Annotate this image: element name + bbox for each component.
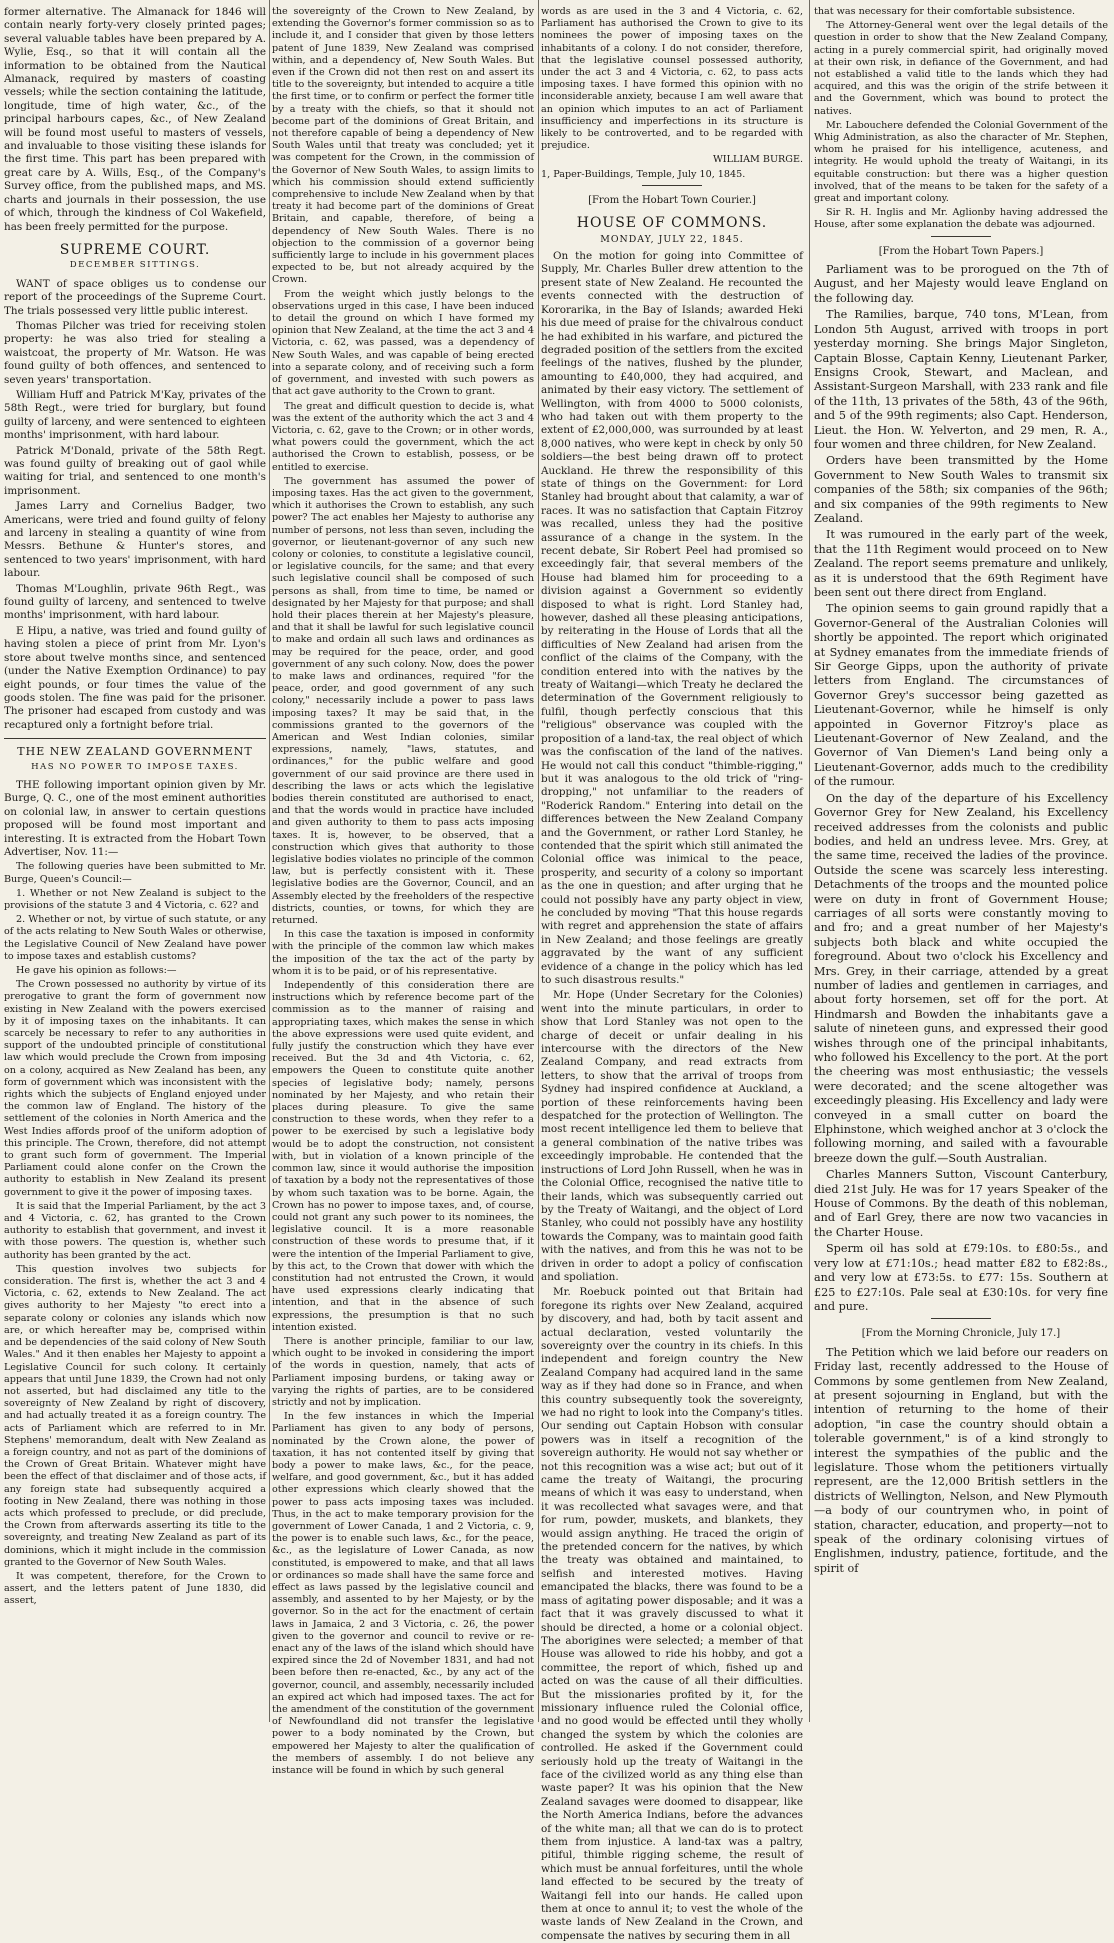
column-3 [541,6,803,1942]
paragraph: The Ramilies, barque, 740 tons, M'Lean, from London 5th August, arrived with troops in port yesterday morning. She brings Major Singleton, Captain Blosse, Captain Kenny, Lieutenant Parker, Ensigns Crook, Stewart, and Maclean, and Assistant-Surgeon Marshall, with 233 rank and file of the 11th, 13 privates of the 58th, 43 of the 96th, and 5 of the 99th regiments; also Capt. Henderson, Lieut. the Hon. W. Yelverton, and 29 men, R. A., four women and three children, for New Zealand. [814,308,1108,451]
column-4 [814,6,1108,1718]
paragraph: The great and difficult question to decide is, what was the extent of the authority which the act 3 and 4 Victoria, c. 62, gave to the Crown; or in other words, what powers could the government, which the act authorised the Crown to establish, possess, or be entitled to exercise. [272,400,534,473]
paragraph: He gave his opinion as follows:— [16,965,177,976]
paragraph: Thomas Pilcher was tried for receiving stolen property: he was also tried for stealing a waistcoat, the property of Mr. Watson. He was found guilty of both offences, and sentenced to seven years' transportation. [4,319,266,386]
paragraph: It was competent, therefore, for the Crown to assert, and the letters patent of June 1830, did assert, [4,1570,266,1607]
paragraph: THE following important opinion given by Mr. Burge, Q. C., one of the most eminent authorities on colonial law, in answer to certain questions proposed will be found most important and interesting. It is extracted from the Hobart Town Advertiser, Nov. 11:— [4,778,266,858]
paragraph: words as are used in the 3 and 4 Victoria, c. 62, Parliament has authorised the Crown to give to its nominees the power of imposing taxes on the inhabitants of a colony. I do not consider, therefore, that the legislative counsel possessed authority, under the act 3 and 4 Victoria, c. 62, to pass acts imposing taxes. I have formed this opinion with no inconsiderable anxiety, because I am well aware that an opinion which imputes to an act of Parliament insufficiency and imperfections in its structure is likely to be controverted, and to be regarded with prejudice. [541,6,803,152]
section-subheading: HAS NO POWER TO IMPOSE TAXES. [31,761,239,772]
paragraph: The government has assumed the power of imposing taxes. Has the act given to the government, which it authorises the Crown to establish, any such power? The act enables her Majesty to authorise any number of persons, not less than seven, including the governor, or lieutenant-governor of any such new colony or colonies, to constitute a legislative council, or legislative councils, for the same; and that every such legislative council shall be composed of such persons as shall, from time to time, be named or designated by her Majesty for that purpose; and shall hold their places therein at her Majesty's pleasure, and that it shall be lawful for such legislative council to make and ordain all such laws and ordinances as may be required for the peace, order, and good government of any such colony. Now, does the power to make laws and ordinances, required "for the peace, order, and good government of any such colony," necessarily include a power to pass laws imposing taxes? It may be said that, in the commissions granted to the governors of the American and West Indian colonies, similar expressions, namely, "laws, statutes, and ordinances," for the public welfare and good government of our said province are there used in describing the laws or acts which the legislative bodies therein constituted are authorised to enact, and that the words would in practice have included and given authority to them to pass acts imposing taxes. It is, however, to be observed, that a construction which gives that authority to those legislative bodies violates no principle of the common law, but is perfectly consistent with it. These legislative bodies are the Governor, Council, and an Assembly elected by the freeholders of the respective districts, counties, or towns, for which they are returned. [272,475,534,927]
paragraph: In this case the taxation is imposed in conformity with the principle of the common law which makes the imposition of the tax the act of the party by whom it is to be paid, or of his representative. [272,929,534,977]
paragraph: In the few instances in which the Imperial Parliament has given to any body of persons, nominated by the Crown alone, the power of taxation, it has not contented itself by giving that body a power to make laws, &c., for the peace, welfare, and good government, &c., but it has added other expressions which clearly showed that the power to pass acts imposing taxes was included. Thus, in the act to make temporary provision for the government of Lower Canada, 1 and 2 Victoria, c. 9, the power is to enable such laws, &c., for the peace, &c., as the legislature of Lower Canada, as now constituted, is empowered to make, and that all laws or ordinances so made shall have the same force and effect as laws passed by the legislative council and assembly, and assented to by her Majesty, or by the governor. So in the act for the enactment of certain laws in Jamaica, 2 and 3 Victoria, c. 26, the power given to the governor and council to revive or re-enact any of the laws of the island which should have expired since the 2d of November 1831, and had not been before then re-enacted, &c., by any act of the governor, council, and assembly, necessarily included an expired act which had imposed taxes. The act for the amendment of the constitution of the government of Newfoundland did not transfer the legislative power to a body nominated by the Crown, but empowered her Majesty to alter the qualification of the members of assembly. I do not believe any instance will be found in which by such general [272,1411,534,1777]
column-1 [4,6,266,1718]
paragraph: From the weight which justly belongs to the observations urged in this case, I have been induced to detail the ground on which I have formed my opinion that New Zealand, at the time the act 3 and 4 Victoria, c. 62, was passed, was a dependency of New South Wales, and was capable of being erected into a separate colony, and of receiving such a form of government, and invested with such powers as that act gave authority to the Crown to grant. [272,288,534,398]
paragraph: The Crown possessed no authority by virtue of its prerogative to grant the form of government now existing in New Zealand with the powers exercised by it of imposing taxes on the inhabitants. It can scarcely be necessary to refer to any authorities in support of the undoubted principle of constitutional law which would preclude the Crown from imposing on a colony, acquired as New Zealand has been, any form of government which was inconsistent with the rights which the subjects of England enjoyed under the common law of England. The history of the settlement of the colonies in North America and the West Indies affords proof of the uniform adoption of this principle. The Crown, therefore, did not attempt to grant such form of government. The Imperial Parliament could alone confer on the Crown the authority to establish in New Zealand its present government to give it the power of imposing taxes. [4,979,266,1198]
source-credit: [From the Morning Chronicle, July 17.] [861,1328,1061,1340]
section-subheading: DECEMBER SITTINGS. [69,260,201,271]
paragraph: There is another principle, familiar to our law, which ought to be invoked in considering the import of the words in question, namely, that acts of Parliament imposing burdens, or taking away or varying the rights of parties, are to be considered strictly and not by implication. [272,1335,534,1408]
signature-name: WILLIAM BURGE. [712,154,803,166]
legal-opinion-end [541,6,803,181]
source-credit: [From the Hobart Town Courier.] [588,194,756,206]
paragraph: Sperm oil has sold at £79:10s. to £80:5s., and very low at £71:10s.; head matter £82 to £82:8s., and very low at £73:5s. to £77: 15s. Southern at £25 to £27:10s. Pale seal at £30:10s. for very fine and pure. [814,1242,1108,1313]
paragraph: Thomas M'Loughlin, private 96th Regt., was found guilty of larceny, and sentenced to twelve months' imprisonment, with hard labour. [4,582,266,622]
paragraph: Parliament was to be prorogued on the 7th of August, and her Majesty would leave England on the following day. [814,263,1108,305]
paragraph: Mr. Labouchere defended the Colonial Government of the Whig Administration, as also the character of Mr. Stephen, whom he praised for his intelligence, acuteness, and integrity. He would uphold the treaty of Waitangi, in its equitable construction: but there was a higher question involved, that of the means to be taken for the safety of a great and important colony. [814,119,1108,205]
paragraph: This question involves two subjects for consideration. The first is, whether the act 3 and 4 Victoria, c. 62, extends to New Zealand. The act gives authority to her Majesty "to erect into a separate colony or colonies any islands which now are, or which hereafter may be, comprised within and be dependencies of the said colony of New South Wales." And it then enables her Majesty to appoint a Legislative Council for such colony. It certainly appears that until June 1839, the Crown had not only not asserted, but had disclaimed any title to the sovereignty of New Zealand by right of discovery, and had actually treated it as a foreign country. The acts of Parliament which are referred to in Mr. Stephens' memorandum, dealt with New Zealand as a foreign country, and not as part of the dominions of the Crown of Great Britain. Whatever might have been the effect of that disclaimer and of those acts, if any foreign state had subsequently acquired a footing in New Zealand, there was nothing in those acts which professed to preclude, or did preclude, the Crown from afterwards asserting its title to the sovereignty, and treating New Zealand as part of its dominions, which it might include in the commission granted to the Governor of New South Wales. [4,1263,266,1568]
paragraph: 2. Whether or not, by virtue of such statute, or any of the acts relating to New South Wales or otherwise, the Legislative Council of New Zealand have power to impose taxes and establish customs? [4,914,266,962]
column-rule [269,0,270,1722]
paragraph: It was rumoured in the early part of the week, that the 11th Regiment would proceed on to New Zealand. The report seems premature and unlikely, as it is understood that the 69th Regiment have been sent out there direct from England. [814,528,1108,599]
paragraph: 1. Whether or not New Zealand is subject to the provisions of the statute 3 and 4 Victoria, c. 62? and [4,887,266,911]
paragraph: the sovereignty of the Crown to New Zealand, by extending the Governor's former commission so as to include it, and I consider that given by those letters patent of June 1839, New Zealand was comprised within, and a dependency of, New South Wales. But even if the Crown did not then rest on and assert its title to the sovereignty, but intended to acquire a title the first time, or to confirm or perfect the former title by a treaty with the chiefs, so that it should not become part of the dominions of Great Britain, and not therefore capable of being a dependency of New South Wales until that treaty was concluded; yet it was competent for the Crown, in the commission of the Governor of New South Wales, to assign limits to which his commission should extend sufficiently comprehensive to include New Zealand when by that treaty it had become part of the dominions of Great Britain, and capable, therefore, of being a dependency of New South Wales. There is no objection to the commission of a governor being sufficiently large to include in his government places expected to be, but not already acquired by the Crown. [272,6,534,286]
paragraph: James Larry and Cornelius Badger, two Americans, were tried and found guilty of felony and larceny in stealing a quantity of wine from Messrs. Bethune & Hunter's stores, and sentenced to two years' imprisonment, with hard labour. [4,500,266,580]
source-credit: [From the Hobart Town Papers.] [878,245,1044,257]
paragraph: On the motion for going into Committee of Supply, Mr. Charles Buller drew attention to the present state of New Zealand. He recounted the events connected with the destruction of Kororarika, in the Bay of Islands; awarded Heki his due meed of praise for the chivalrous conduct he had exhibited in his warfare, and pictured the degraded position of the settlers from the excited feelings of the natives, flushed by the plunder, amounting to £40,000, they had acquired, and animated by their easy victory. The settlement of Wellington, with from 4000 to 5000 colonists, who had taken out with them property to the extent of £2,000,000, was surrounded by at least 8,000 natives, who were kept in check by only 50 soldiers—the best being drawn off to protect Auckland. He threw the responsibility of this state of things on the Government: for Lord Stanley had brought about that calamity, a war of races. It was no satisfaction that Captain Fitzroy was recalled, unless they had the positive assurance of a change in the system. In the recent debate, Sir Robert Peel had promised so exceedingly fair, that several members of the House had blamed him for proceeding to a division against a Government so evidently disposed to what is right. Lord Stanley had, however, dashed all these pleasing anticipations, by reiterating in the House of Lords that all the difficulties of New Zealand had arisen from the conflict of the claims of the Company, with the condition entered into with the natives by the treaty of Waitangi—which Treaty he declared the determination of the Government religiously to fulfil, though perfectly conscious that this "religious" observance was coupled with the proposition of a land-tax, the real object of which was the confiscation of the land of the natives. He would not call this conduct "thimble-rigging," but it was analogous to the old trick of "ring-dropping," not unfamiliar to the readers of "Roderick Random." Entering into detail on the differences between the New Zealand Company and the Government, or rather Lord Stanley, he contended that the spirit which still animated the Colonial office was inimical to the peace, prosperity, and security of a colony so important as the one in question; and after urging that he could not possibly have any party object in view, he concluded by moving "That this house regards with regret and apprehension the state of affairs in New Zealand; and those feelings are greatly aggravated by the want of any sufficient evidence of a change in the policy which has led to such disastrous results." [541,250,803,986]
paragraph: The following queries have been submitted to Mr. Burge, Queen's Council:— [4,861,266,885]
divider [931,236,991,237]
paragraph: E Hipu, a native, was tried and found guilty of having stolen a piece of print from Mr. Lyon's store about twelve months since, and sentenced (under the Native Exemption Ordinance) to pay eight pounds, or four times the value of the goods stolen. The fine was paid for the prisoner. The prisoner had escaped from custody and was recaptured only a fortnight before trial. [4,624,266,731]
divider [4,738,266,739]
legal-opinion [4,861,266,1607]
signature-address: 1, Paper-Buildings, Temple, July 10, 1845. [541,168,746,180]
paragraph: Charles Manners Sutton, Viscount Canterbury, died 21st July. He was for 17 years Speaker of the House of Commons. By the death of this nobleman, and of Earl Grey, there are now two vacancies in the Charter House. [814,1168,1108,1239]
paragraph: Mr. Hope (Under Secretary for the Colonies) went into the minute particulars, in order to show that Lord Stanley was not open to the charge of deceit or unfair dealing in his intercourse with the directors of the New Zealand Company, and read extracts from letters, to show that the arrival of troops from Sydney had inspired confidence at Auckland, a portion of these reinforcements having been despatched for the protection of Wellington. The most recent intelligence led them to believe that a general combination of the native tribes was exceedingly improbable. He contended that the instructions of Lord John Russell, when he was in the Colonial Office, recognised the native title to their lands, which was subsequently carried out by the Treaty of Waitangi, and the object of Lord Stanley, who could not possibly have any hostility towards the Company, was to maintain good faith with the natives, and from this he was not to be driven in order to adopt a policy of confiscation and spoliation. [541,989,803,1283]
dateline: MONDAY, JULY 22, 1845. [600,233,744,245]
divider [642,185,702,186]
section-heading-house-of-commons: HOUSE OF COMMONS. [576,215,768,232]
column-rule [809,0,810,1722]
paragraph: former alternative. The Almanack for 1846 will contain nearly forty-very closely printed pages; several valuable tables have been prepared by A. Wylie, Esq., so that it will contain all the information to be obtained from the Nautical Almanack, required by masters of coasting vessels; while the section containing the latitude, longitude, time of high water, &c., of the principal harbours capes, &c., of New Zealand will be found most useful to masters of vessels, and invaluable to those visiting these islands for the first time. This part has been prepared with great care by A. Wills, Esq., of the Company's Survey office, from the published maps, and MS. charts and journals in their possession, the use of which, through the kindness of Col Wakefield, has been freely permitted for the purpose. [4,6,266,233]
section-heading-nz-government: THE NEW ZEALAND GOVERNMENT [17,745,253,759]
paragraph: Patrick M'Donald, private of the 58th Regt. was found guilty of breaking out of gaol while waiting for trial, and sentenced to one month's imprisonment. [4,444,266,497]
column-rule [538,0,539,1722]
paragraph: It is said that the Imperial Parliament, by the act 3 and 4 Victoria, c. 62, has granted to the Crown authority to establish that government, and invest it with those powers. The question is, whether such authority has been granted by the act. [4,1200,266,1261]
paragraph: WANT of space obliges us to condense our report of the proceedings of the Supreme Court. The trials possessed very little public interest. [4,277,266,317]
paragraph: The opinion seems to gain ground rapidly that a Governor-General of the Australian Colonies will shortly be appointed. The report which originated at Sydney emanates from the immediate friends of Sir George Gipps, upon the authority of private letters from England. The circumstances of Governor Grey's successor being gazetted as Lieutenant-Governor, while he himself is only appointed in Governor Fitzroy's place as Lieutenant-Governor of New Zealand, and the Governor of Van Diemen's Land being only a Lieutenant-Governor, adds much to the credibility of the rumour. [814,602,1108,789]
paragraph: The Petition which we laid before our readers on Friday last, recently addressed to the House of Commons by some gentlemen from New Zealand, at present sojourning in England, but with the intention of returning to the home of their adoption, "in case the country should obtain a tolerable government," is of a kind strongly to interest the sympathies of the public and the legislature. Those whom the petitioners virtually represent, are the 12,000 British settlers in the districts of Wellington, Nelson, and New Plymouth—a body of our countrymen who, in point of station, character, education, and property—not to speak of the ordinary colonising virtues of Englishmen, industry, patience, fortitude, and the spirit of [814,1345,1108,1575]
paragraph: Orders have been transmitted by the Home Government to New South Wales to transmit six companies of the 58th; six companies of the 96th; and six companies of the 99th regiments to New Zealand. [814,454,1108,525]
section-heading-supreme-court: SUPREME COURT. [59,241,211,258]
commons-end [814,6,1108,232]
paragraph: On the day of the departure of his Excellency Governor Grey for New Zealand, his Excellency received addresses from the colonists and public bodies, and held an undress levee. Mrs. Grey, at the same time, received the ladies of the province. Outside the scene was scarcely less interesting. Detachments of the troops and the mounted police were on duty in front of Government House; carriages of all sorts were constantly moving to and fro; and a great number of her Majesty's subjects both black and white occupied the foreground. About two o'clock his Excellency and Mrs. Grey, in their carriage, attended by a great number of ladies and gentlemen in carriages, and about forty horsemen, set off for the port. At Hindmarsh and Bowden the inhabitants gave a salute of nineteen guns, and expressed their good wishes through one of the principal inhabitants, who followed his Excellency to the port. At the port the cheering was most enthusiastic; the vessels were decorated; and the scene altogether was exceedingly pleasing. His Excellency and lady were conveyed in a small cutter on board the Elphinstone, which weighed anchor at 3 o'clock the following morning, and sailed with a favourable breeze down the gulf.—South Australian. [814,791,1108,1165]
paragraph: that was necessary for their comfortable subsistence. [814,6,1076,17]
column-2 [272,6,534,1777]
paragraph: William Huff and Patrick M'Kay, privates of the 58th Regt., were tried for burglary, but found guilty of larceny, and were sentenced to eighteen months' imprisonment, with hard labour. [4,388,266,442]
paragraph: Sir R. H. Inglis and Mr. Aglionby having addressed the House, after some explanation the debate was adjourned. [814,207,1108,231]
paragraph: Independently of this consideration there are instructions which by reference become part of the commission as to the manner of raising and appropriating taxes, which makes the sense in which the above expressions were used quite evident, and fully justify the construction which they have ever received. But the 3d and 4th Victoria, c. 62, empowers the Queen to constitute quite another species of legislative body; namely, persons nominated by her Majesty, and who retain their places during pleasure. To give the same construction to these words, when they refer to a power to be exercised by such a legislative body would be to adopt the construction, not consistent with, but in violation of a known principle of the common law, since it would authorise the imposition of taxation by a body not the representatives of those by whom such taxation was to be borne. Again, the Crown has no power to impose taxes, and, of course, could not grant any such power to its nominees, the legislative council. It is a more reasonable construction of these words to presume that, if it were the intention of the Imperial Parliament to give, by this act, to the Crown that dower with which the constitution had not entrusted the Crown, it would have used expressions clearly indicating that intention, and that in the absence of such expressions, the presumption is that no such intention existed. [272,980,534,1333]
paragraph: The Attorney-General went over the legal details of the question in order to show that the New Zealand Company, acting in a purely commercial spirit, had originally moved at their own risk, in defiance of the Government, and had not established a valid title to the lands which they had acquired, and this was the origin of the strife between it and the Government, which was bound to protect the natives. [814,20,1108,117]
paragraph: Mr. Roebuck pointed out that Britain had foregone its rights over New Zealand, acquired by discovery, and had, both by tacit assent and actual declaration, vested voluntarily the sovereignty over the country in its chiefs. In this independent and foreign country the New Zealand Company had acquired land in the same way as if they had done so in France, and when this country subsequently took the sovereignty, we had no right to look into the Company's titles. Our sending out Captain Hobson with consular powers was in itself a recognition of the sovereign authority. He would not say whether or not this recognition was a wise act; but out of it came the treaty of Waitangi, the procuring means of which it was easy to understand, when it was recollected what savages were, and that for rum, powder, muskets, and blankets, they would assign anything. He traced the origin of the pretended concern for the natives, by which the treaty was obtained and maintained, to selfish and interested motives. Having emancipated the blacks, there was found to be a mass of agitating power disposable; and it was a fact that it was gravely discussed to what it should be directed, a home or a colonial object. The aborigines were selected; a member of that House was allowed to ride his hobby, and got a committee, the report of which, fished up and acted on was the cause of all their difficulties. But the missionaries profited by it, for the missionary influence ruled the Colonial office, and no good would be effected until they wholly changed the system by which the colonies are controlled. He asked if the Government could seriously hold up the treaty of Waitangi in the face of the civilized world as any thing else than waste paper? It was his opinion that the New Zealand savages were doomed to disappear, like the North America Indians, before the advances of the white man; all that we can do is to protect them from injustice. A land-tax was a paltry, pitiful, thimble rigging scheme, the result of which must be annual forfeitures, until the whole land effected to be secured by the treaty of Waitangi fell into our hands. He called upon them at once to annul it; to vest the whole of the waste lands of New Zealand in the Crown, and compensate the natives by securing them in all [541,1286,803,1942]
divider [931,1318,991,1319]
